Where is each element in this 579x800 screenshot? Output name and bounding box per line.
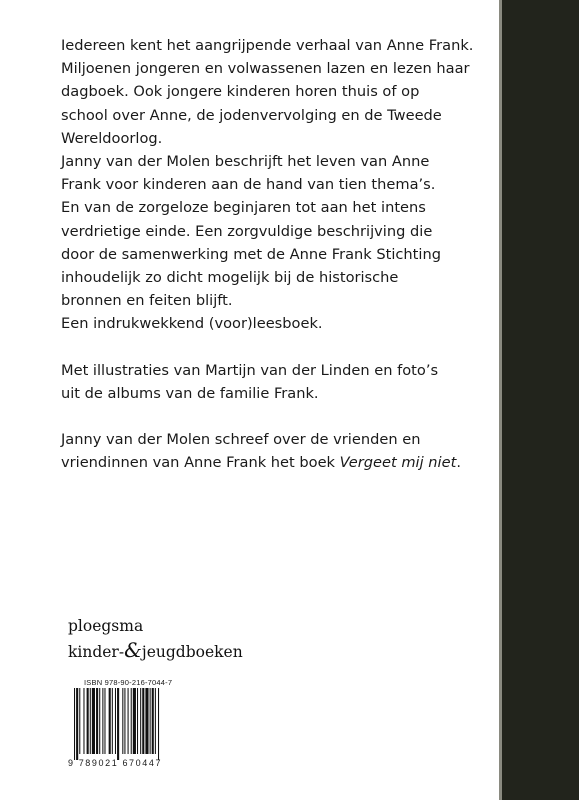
text-line: Met illustraties van Martijn van der Linden en foto’s	[61, 361, 439, 379]
blurb-text	[61, 34, 491, 474]
publisher-name: ploegsma	[68, 617, 144, 635]
text-line: inhoudelijk zo dicht mogelijk bij de historische	[61, 269, 399, 287]
text-line: verdrietige einde. Een zorgvuldige beschrijving die	[61, 222, 433, 240]
imprint-part: jeugdboeken	[141, 643, 243, 661]
blurb-paragraph-3: Een indrukwekkend (voor)leesboek.	[61, 315, 323, 333]
publisher-logo	[68, 614, 243, 664]
text-line: Janny van der Molen beschrijft het leven van Anne	[61, 153, 430, 171]
text-line: bronnen en feiten blijft.	[61, 292, 233, 310]
text-line: uit de albums van de familie Frank.	[61, 384, 319, 402]
isbn-label: ISBN 978-90-216-7044-7	[84, 678, 173, 687]
text-line: door de samenwerking met de Anne Frank Stichting	[61, 245, 441, 263]
barcode-bar	[90, 688, 91, 754]
barcode-bar	[115, 688, 116, 754]
publisher-imprint	[68, 638, 243, 664]
text-line: vriendinnen van Anne Frank het boek	[61, 454, 340, 472]
barcode-bar	[150, 688, 151, 754]
barcode-bar	[128, 688, 129, 754]
isbn-digits: 9 789021 670447	[68, 758, 163, 768]
isbn-barcode	[60, 672, 206, 776]
text-line: school over Anne, de jodenvervolging en de Tweede	[61, 106, 442, 124]
text-line: Frank voor kinderen aan de hand van tien thema’s.	[61, 176, 436, 194]
barcode-bar	[112, 688, 113, 754]
blurb-paragraph-1	[61, 34, 491, 150]
barcode-bar	[140, 688, 141, 754]
barcode-bar	[104, 688, 105, 754]
barcode-bar	[142, 688, 144, 754]
imprint-part: kinder-	[68, 643, 125, 661]
barcode-bar	[155, 688, 156, 754]
text-line: En van de zorgeloze beginjaren tot aan het intens	[61, 199, 426, 217]
barcode-bar	[145, 688, 148, 754]
barcode-bar	[117, 688, 119, 760]
barcode-bar	[83, 688, 84, 754]
barcode-bar	[74, 688, 75, 760]
text-line: dagboek. Ook jongere kinderen horen thuis of op	[61, 83, 420, 101]
blurb-paragraph-2	[61, 150, 491, 312]
barcode-bar	[109, 688, 111, 754]
barcode-bar	[152, 688, 154, 754]
barcode-bar	[158, 688, 159, 760]
text-line: .	[456, 454, 461, 472]
paragraph-gap	[61, 336, 491, 359]
barcode-bars	[74, 688, 200, 760]
barcode-bar	[96, 688, 98, 754]
barcode-bar	[122, 688, 123, 754]
barcode-bar	[137, 688, 138, 754]
barcode-bar	[92, 688, 95, 754]
text-line: Janny van der Molen schreef over de vrienden en	[61, 431, 421, 449]
blurb-paragraph-4	[61, 359, 491, 405]
blurb-paragraph-5	[61, 428, 491, 474]
barcode-bar	[102, 688, 103, 754]
ampersand-glyph: &	[124, 638, 142, 662]
barcode-bar	[124, 688, 125, 754]
book-spine	[502, 0, 579, 800]
barcode-bar	[76, 688, 78, 760]
paragraph-gap	[61, 405, 491, 428]
book-title: Vergeet mij niet	[339, 454, 457, 472]
text-line: Wereldoorlog.	[61, 129, 163, 147]
barcode-bar	[79, 688, 80, 754]
barcode-bar	[133, 688, 136, 754]
barcode-bar	[131, 688, 132, 754]
text-line: Iedereen kent het aangrijpende verhaal van Anne Frank.	[61, 37, 474, 54]
barcode-bar	[99, 688, 100, 754]
text-line: Miljoenen jongeren en volwassenen lazen en lezen haar	[61, 60, 470, 78]
barcode-bar	[87, 688, 89, 754]
